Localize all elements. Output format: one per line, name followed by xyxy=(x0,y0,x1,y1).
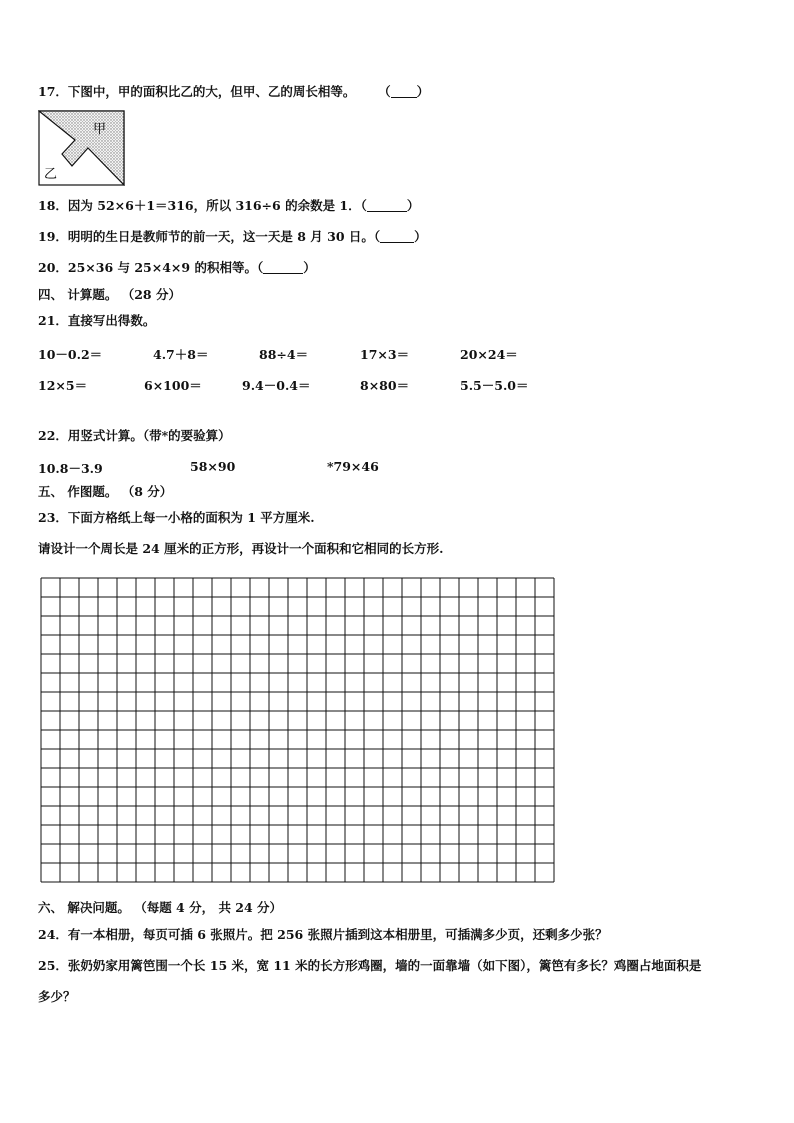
calc-item: 4.7＋8＝ xyxy=(153,347,209,362)
section-4-heading: 四、 计算题。 （28 分） xyxy=(38,287,181,302)
question-20-paren-open: （ xyxy=(256,260,264,275)
question-19-paren-open: （ xyxy=(373,229,381,244)
question-23-line2: 请设计一个周长是 24 厘米的正方形，再设计一个面积和它相同的长方形. xyxy=(38,541,444,556)
question-20-paren-close: ） xyxy=(303,260,316,275)
question-22-text: 22．用竖式计算。（带*的要验算） xyxy=(38,428,231,443)
calc-item: 9.4－0.4＝ xyxy=(242,378,311,393)
question-23-line1: 23．下面方格纸上每一小格的面积为 1 平方厘米. xyxy=(38,510,315,525)
question-25-line1: 25．张奶奶家用篱笆围一个长 15 米，宽 11 米的长方形鸡圈，墙的一面靠墙（如下图），篱笆有多长？鸡圈占地面积是 xyxy=(38,958,702,973)
question-18-paren-close: ） xyxy=(406,198,420,213)
question-21-text: 21．直接写出得数。 xyxy=(38,313,156,328)
calc-item: 20×24＝ xyxy=(460,347,518,362)
question-17-paren-open: （ xyxy=(378,84,391,99)
label-yi: 乙 xyxy=(44,167,58,182)
section-6-heading: 六、 解决问题。 （每题 4 分， 共 24 分） xyxy=(38,900,283,915)
calc-item: 88÷4＝ xyxy=(259,347,309,362)
question-24-text: 24．有一本相册，每页可插 6 张照片。把 256 张照片插到这本相册里，可插满多少页，还剩多少张？ xyxy=(38,927,608,942)
grid-lines xyxy=(41,578,554,882)
question-18-paren-open: （ xyxy=(360,198,367,213)
section-5-heading: 五、 作图题。 （8 分） xyxy=(38,484,173,499)
question-19-answer-blank[interactable] xyxy=(380,230,414,243)
question-18-text: 18．因为 52×6＋1＝316，所以 316÷6 的余数是 1． xyxy=(38,198,361,213)
vertical-calc-item: 58×90 xyxy=(190,459,236,474)
question-19-paren-close: ） xyxy=(414,229,427,244)
question-17-answer-blank[interactable] xyxy=(391,85,417,98)
question-20-text: 20．25×36 与 25×4×9 的积相等。 xyxy=(38,260,257,275)
question-20 xyxy=(38,260,316,276)
vertical-calc-item: 10.8－3.9 xyxy=(38,461,103,476)
question-18-answer-blank[interactable] xyxy=(367,199,407,212)
question-25-line2: 多少？ xyxy=(38,989,76,1004)
grid-paper[interactable] xyxy=(40,577,556,885)
question-17-text: 17．下图中，甲的面积比乙的大，但甲、乙的周长相等。 xyxy=(38,84,356,99)
question-20-answer-blank[interactable] xyxy=(263,261,303,274)
calc-item: 8×80＝ xyxy=(360,378,410,393)
vertical-calc-item: *79×46 xyxy=(327,459,379,474)
question-19-text: 19．明明的生日是教师节的前一天，这一天是 8 月 30 日。 xyxy=(38,229,374,244)
question-17-paren-close: ） xyxy=(416,84,430,99)
question-19 xyxy=(38,229,427,245)
jia-yi-figure xyxy=(38,110,126,186)
calc-item: 12×5＝ xyxy=(38,378,88,393)
question-18 xyxy=(38,198,419,214)
label-jia: 甲 xyxy=(93,122,107,137)
calc-item: 6×100＝ xyxy=(144,378,202,393)
calc-item: 17×3＝ xyxy=(360,347,410,362)
question-17 xyxy=(38,84,429,100)
calc-item: 5.5－5.0＝ xyxy=(460,378,529,393)
calc-item: 10－0.2＝ xyxy=(38,347,103,362)
